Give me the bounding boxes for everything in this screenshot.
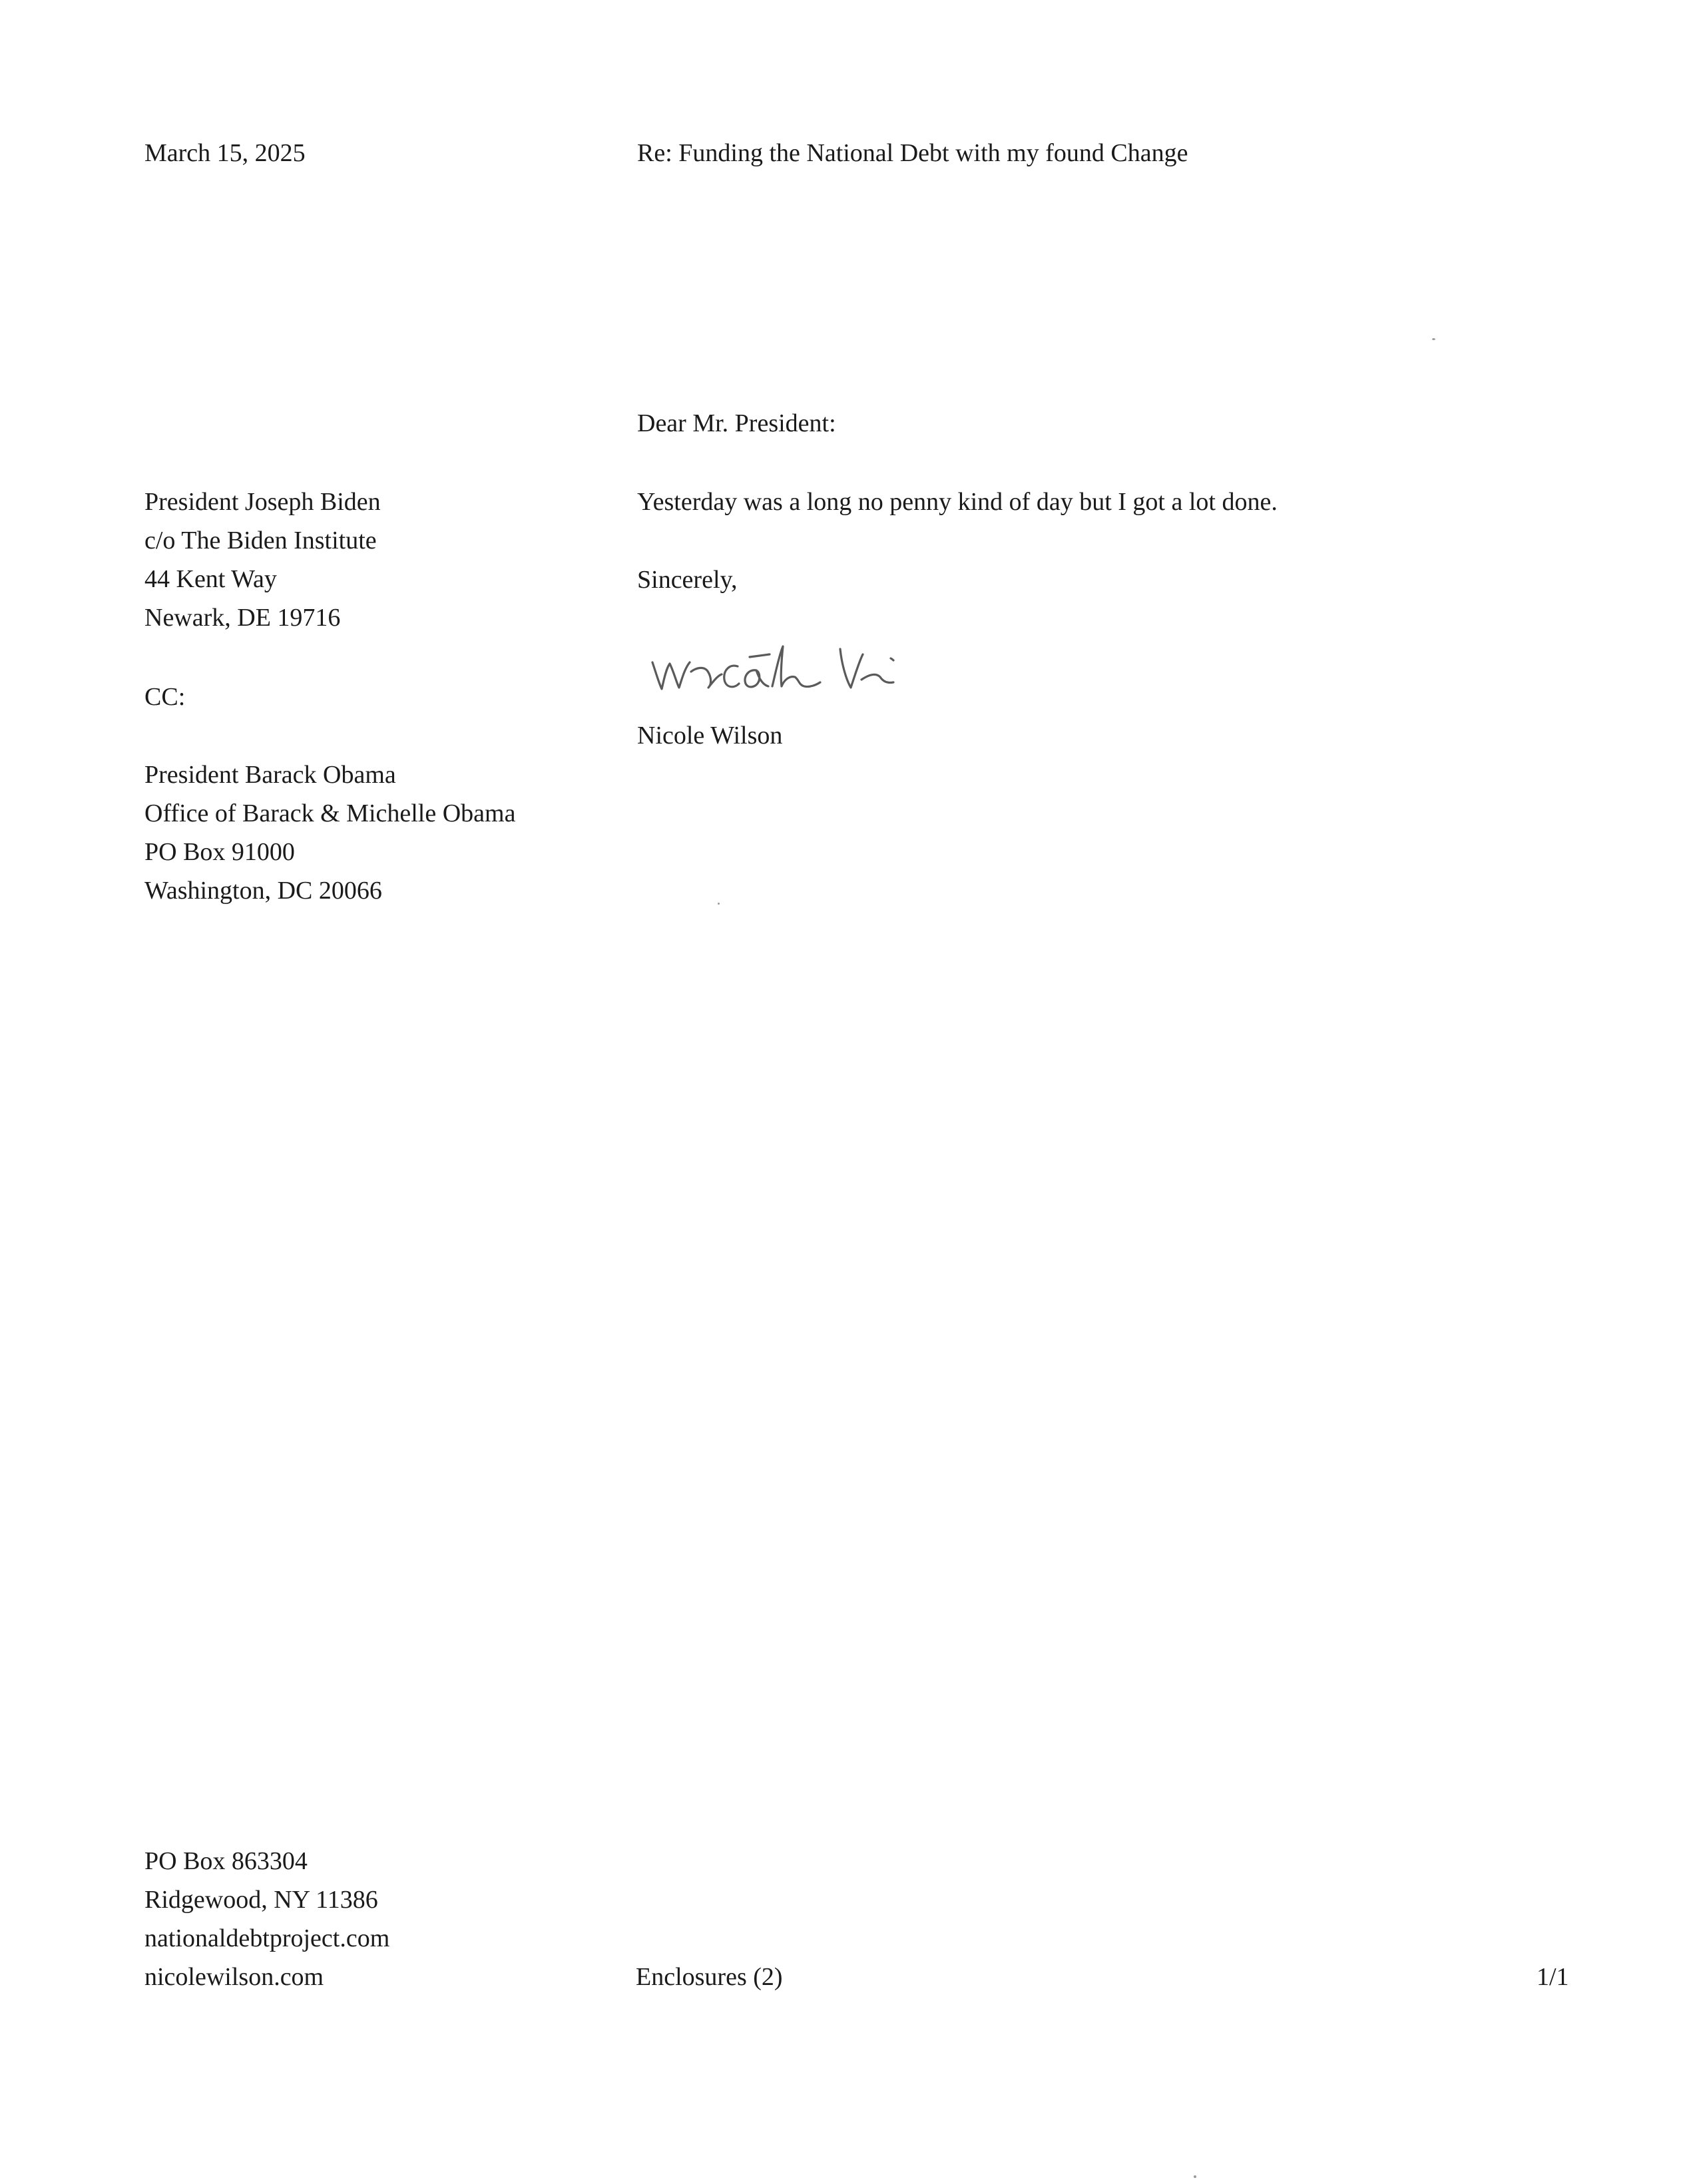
sender-footer	[144, 1842, 389, 1996]
sender-city-state-zip: Ridgewood, NY 11386	[144, 1886, 378, 1914]
cc-recipient-office: Office of Barack & Michelle Obama	[144, 799, 516, 827]
handwritten-signature	[639, 622, 985, 709]
signer-name: Nicole Wilson	[637, 722, 783, 750]
recipient-name: President Joseph Biden	[144, 488, 381, 516]
cc-recipient-address	[144, 756, 515, 910]
cc-recipient-name: President Barack Obama	[144, 761, 396, 789]
scan-speck	[1432, 338, 1435, 340]
scan-speck	[1194, 2175, 1196, 2178]
cc-recipient-city-state-zip: Washington, DC 20066	[144, 877, 382, 905]
sender-website-personal: nicolewilson.com	[144, 1963, 324, 1991]
letter-date: March 15, 2025	[144, 139, 306, 167]
recipient-street: 44 Kent Way	[144, 565, 277, 593]
cc-label: CC:	[144, 683, 186, 711]
sender-po-box: PO Box 863304	[144, 1847, 308, 1875]
cc-recipient-po-box: PO Box 91000	[144, 838, 295, 866]
recipient-address	[144, 483, 381, 637]
enclosures-note: Enclosures (2)	[636, 1963, 783, 1991]
closing: Sincerely,	[637, 566, 738, 594]
signature-graphic	[639, 622, 985, 709]
recipient-care-of: c/o The Biden Institute	[144, 527, 377, 554]
recipient-city-state-zip: Newark, DE 19716	[144, 604, 341, 632]
scan-speck	[718, 903, 720, 905]
sender-website-project: nationaldebtproject.com	[144, 1924, 390, 1952]
salutation: Dear Mr. President:	[637, 409, 836, 437]
letter-body: Yesterday was a long no penny kind of day but I got a lot done.	[637, 488, 1278, 516]
subject-line: Re: Funding the National Debt with my found Change	[637, 139, 1188, 167]
page-number: 1/1	[1537, 1963, 1569, 1991]
